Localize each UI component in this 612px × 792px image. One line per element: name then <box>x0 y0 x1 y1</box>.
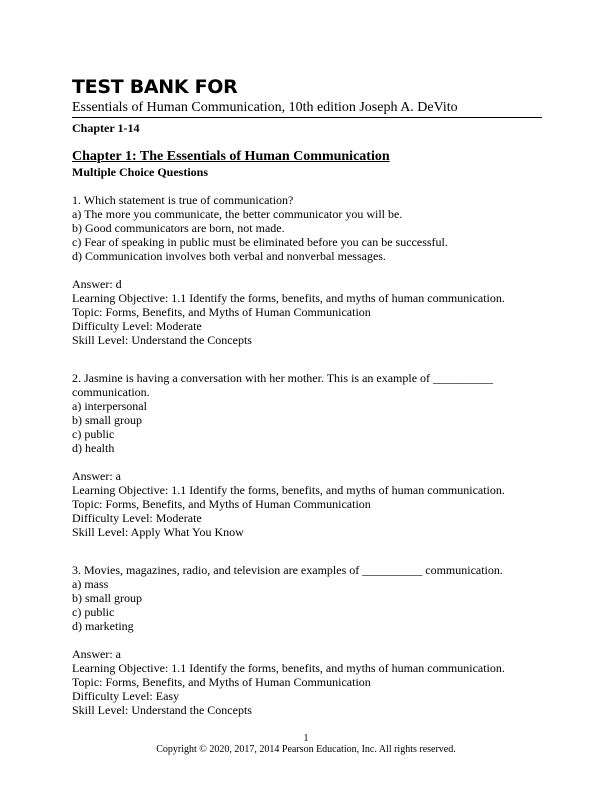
copyright-notice: Copyright © 2020, 2017, 2014 Pearson Education, Inc. All rights reserved. <box>156 744 456 755</box>
test-bank-banner: TEST BANK FOR <box>72 76 238 98</box>
question-stem-continued: communication. <box>72 385 150 399</box>
answer-option: a) mass <box>72 577 109 591</box>
answer-option: a) interpersonal <box>72 399 147 413</box>
difficulty-level: Difficulty Level: Moderate <box>72 511 202 525</box>
chapter-range: Chapter 1-14 <box>72 121 140 135</box>
answer-option: c) Fear of speaking in public must be eliminated before you can be successful. <box>72 235 448 249</box>
learning-objective: Learning Objective: 1.1 Identify the forms, benefits, and myths of human communication. <box>72 483 505 497</box>
difficulty-level: Difficulty Level: Moderate <box>72 319 202 333</box>
topic: Topic: Forms, Benefits, and Myths of Human Communication <box>72 675 371 689</box>
answer-option: b) small group <box>72 591 142 605</box>
answer-option: a) The more you communicate, the better communicator you will be. <box>72 207 403 221</box>
page-number: 1 <box>303 733 309 744</box>
answer-option: b) small group <box>72 413 142 427</box>
question-stem: 2. Jasmine is having a conversation with her mother. This is an example of __________ <box>72 371 494 385</box>
chapter-title: Chapter 1: The Essentials of Human Communication <box>72 149 390 164</box>
answer-option: b) Good communicators are born, not made. <box>72 221 285 235</box>
header-divider <box>72 117 542 118</box>
answer-key: Answer: d <box>72 277 122 291</box>
answer-key: Answer: a <box>72 647 121 661</box>
answer-key: Answer: a <box>72 469 121 483</box>
answer-option: d) marketing <box>72 619 134 633</box>
skill-level: Skill Level: Apply What You Know <box>72 525 244 539</box>
difficulty-level: Difficulty Level: Easy <box>72 689 180 703</box>
question-block <box>72 371 542 539</box>
question-stem: 1. Which statement is true of communication? <box>72 193 294 207</box>
answer-option: c) public <box>72 427 115 441</box>
topic: Topic: Forms, Benefits, and Myths of Human Communication <box>72 305 371 319</box>
skill-level: Skill Level: Understand the Concepts <box>72 703 252 717</box>
answer-option: d) Communication involves both verbal and nonverbal messages. <box>72 249 386 263</box>
book-subtitle: Essentials of Human Communication, 10th edition Joseph A. DeVito <box>72 100 458 115</box>
skill-level: Skill Level: Understand the Concepts <box>72 333 252 347</box>
question-block <box>72 563 542 717</box>
section-heading: Multiple Choice Questions <box>72 165 209 179</box>
question-stem: 3. Movies, magazines, radio, and television are examples of __________ communication. <box>72 563 503 577</box>
topic: Topic: Forms, Benefits, and Myths of Human Communication <box>72 497 371 511</box>
answer-option: c) public <box>72 605 115 619</box>
learning-objective: Learning Objective: 1.1 Identify the forms, benefits, and myths of human communication. <box>72 291 505 305</box>
question-block <box>72 193 542 347</box>
answer-option: d) health <box>72 441 115 455</box>
learning-objective: Learning Objective: 1.1 Identify the forms, benefits, and myths of human communication. <box>72 661 505 675</box>
